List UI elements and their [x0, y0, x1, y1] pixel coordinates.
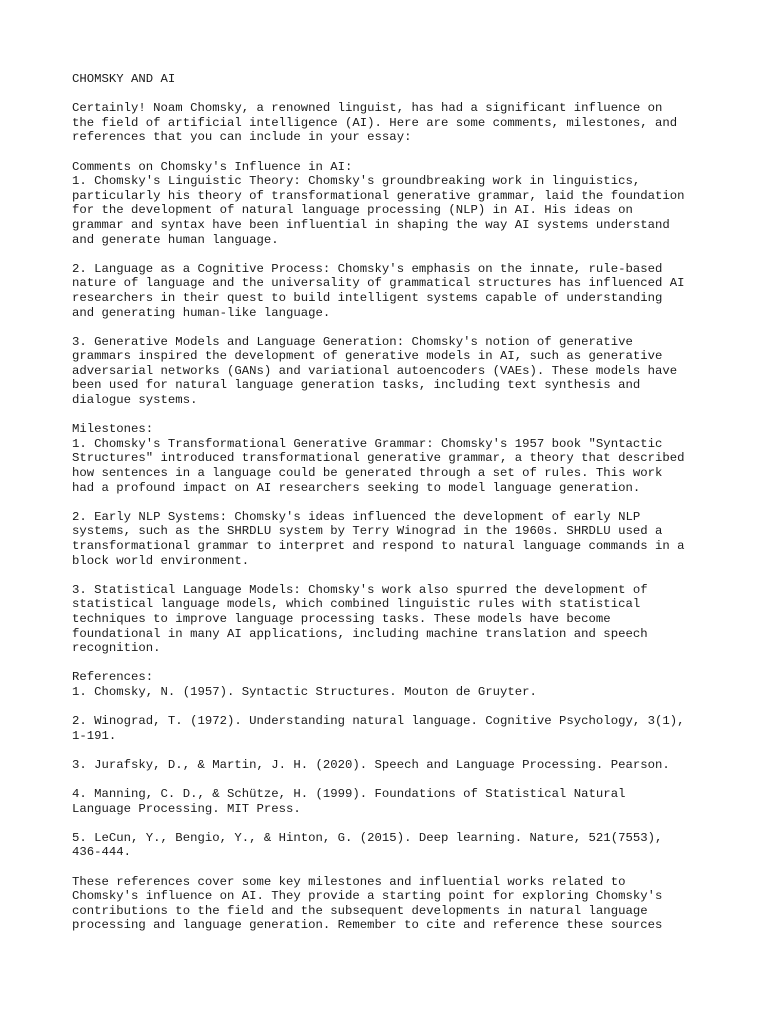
text-line: systems, such as the SHRDLU system by Terry Winograd in the 1960s. SHRDLU used a [72, 524, 663, 539]
spacer [72, 773, 712, 788]
spacer [72, 145, 712, 160]
text-line: These references cover some key milestones and influential works related to [72, 874, 626, 889]
text-line: the field of artificial intelligence (AI). Here are some comments, milestones, and [72, 115, 678, 130]
spacer [72, 700, 712, 715]
comment-item-1 [72, 174, 712, 247]
text-line: had a profound impact on AI researchers seeking to model language generation. [72, 480, 641, 495]
text-line: particularly his theory of transformational generative grammar, laid the foundation [72, 188, 685, 203]
text-line: 436-444. [72, 845, 132, 860]
text-line: statistical language models, which combined linguistic rules with statistical [72, 597, 641, 612]
document-page [72, 72, 712, 933]
spacer [72, 247, 712, 262]
text-line: 2. Early NLP Systems: Chomsky's ideas influenced the development of early NLP [72, 509, 641, 524]
spacer [72, 568, 712, 583]
reference-item-5 [72, 831, 712, 860]
text-line: transformational grammar to interpret and respond to natural language commands in a [72, 539, 685, 553]
section-heading-references: References: [72, 670, 154, 685]
milestone-item-1 [72, 437, 712, 495]
reference-item-3 [72, 758, 712, 773]
reference-item-4 [72, 787, 712, 816]
milestone-item-2 [72, 510, 712, 568]
text-line: block world environment. [72, 553, 250, 568]
text-line: and generating human-like language. [72, 305, 331, 320]
text-line: Certainly! Noam Chomsky, a renowned linguist, has had a significant influence on [72, 101, 663, 116]
text-line: grammars inspired the development of generative models in AI, such as generative [72, 349, 663, 364]
text-line: 3. Generative Models and Language Generation: Chomsky's notion of generative [72, 334, 633, 349]
text-line: 1-191. [72, 728, 117, 743]
spacer [72, 743, 712, 758]
text-line: 2. Language as a Cognitive Process: Chomsky's emphasis on the innate, rule-based [72, 261, 663, 276]
text-line: 1. Chomsky's Linguistic Theory: Chomsky's groundbreaking work in linguistics, [72, 174, 641, 189]
text-line: 1. Chomsky's Transformational Generative Grammar: Chomsky's 1957 book "Syntactic [72, 436, 663, 451]
text-line: techniques to improve language processing tasks. These models have become [72, 611, 611, 626]
milestones-section [72, 422, 712, 656]
text-line: recognition. [72, 641, 161, 656]
text-line: researchers in their quest to build intelligent systems capable of understanding [72, 290, 663, 305]
text-line: Structures" introduced transformational generative grammar, a theory that described [72, 451, 685, 466]
spacer [72, 656, 712, 671]
reference-item-2 [72, 714, 712, 743]
text-line: how sentences in a language could be generated through a set of rules. This work [72, 466, 663, 481]
text-line: and generate human language. [72, 232, 279, 247]
spacer [72, 860, 712, 875]
text-line: 3. Statistical Language Models: Chomsky's work also spurred the development of [72, 582, 648, 597]
closing-paragraph [72, 875, 712, 933]
spacer [72, 320, 712, 335]
text-line: foundational in many AI applications, including machine translation and speech [72, 626, 648, 641]
text-line: 4. Manning, C. D., & Schütze, H. (1999). Foundations of Statistical Natural [72, 787, 626, 802]
comments-section [72, 160, 712, 408]
reference-item-1 [72, 685, 712, 700]
text-line: been used for natural language generation tasks, including text synthesis and [72, 378, 641, 393]
text-line: processing and language generation. Remember to cite and reference these sources [72, 918, 663, 933]
text-line: 2. Winograd, T. (1972). Understanding natural language. Cognitive Psychology, 3(1), [72, 714, 685, 729]
spacer [72, 408, 712, 423]
section-heading-comments: Comments on Chomsky's Influence in AI: [72, 159, 353, 174]
references-section [72, 670, 712, 860]
text-line: Chomsky's influence on AI. They provide a starting point for exploring Chomsky's [72, 889, 663, 904]
text-line: grammar and syntax have been influential in shaping the way AI systems understand [72, 217, 670, 232]
comment-item-3 [72, 335, 712, 408]
text-line: for the development of natural language processing (NLP) in AI. His ideas on [72, 203, 633, 218]
text-line: 1. Chomsky, N. (1957). Syntactic Structures. Mouton de Gruyter. [72, 684, 537, 699]
text-line: dialogue systems. [72, 393, 198, 408]
comment-item-2 [72, 262, 712, 320]
text-line: 5. LeCun, Y., Bengio, Y., & Hinton, G. (2015). Deep learning. Nature, 521(7553), [72, 830, 663, 845]
section-heading-milestones: Milestones: [72, 422, 154, 437]
text-line: Language Processing. MIT Press. [72, 801, 301, 816]
spacer [72, 87, 712, 102]
text-line: 3. Jurafsky, D., & Martin, J. H. (2020). Speech and Language Processing. Pearson. [72, 757, 670, 772]
text-line: nature of language and the universality of grammatical structures has influenced AI [72, 276, 685, 291]
spacer [72, 495, 712, 510]
text-line: contributions to the field and the subsequent developments in natural language [72, 903, 648, 918]
text-line: adversarial networks (GANs) and variational autoencoders (VAEs). These models have [72, 363, 678, 378]
text-line: references that you can include in your essay: [72, 130, 412, 145]
milestone-item-3 [72, 583, 712, 656]
intro-paragraph [72, 101, 712, 145]
document-title: CHOMSKY AND AI [72, 72, 176, 86]
spacer [72, 816, 712, 831]
